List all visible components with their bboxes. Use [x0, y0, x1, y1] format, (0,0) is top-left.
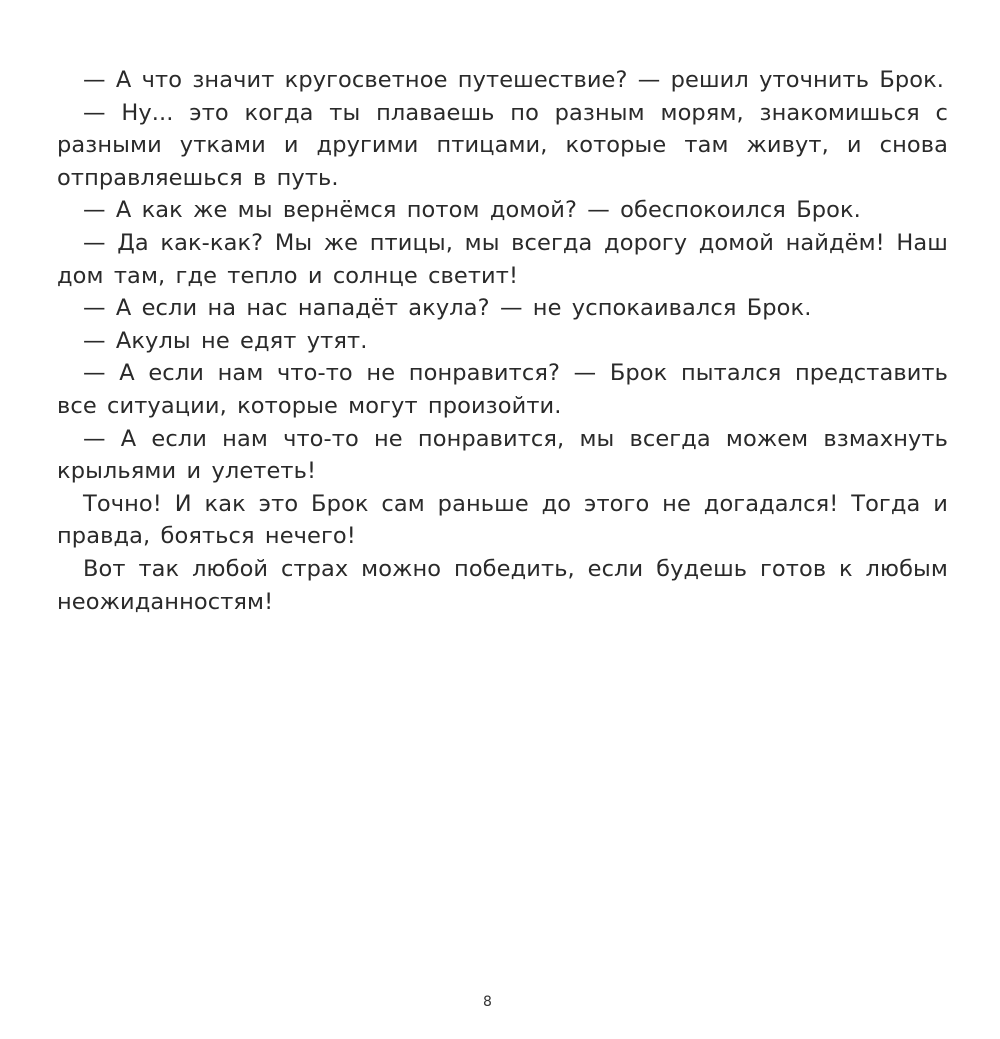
- paragraph: Точно! И как это Брок сам раньше до этого не догадался! Тогда и правда, бояться нечего!: [57, 490, 948, 550]
- paragraph: — А если на нас нападёт акула? — не успокаивался Брок.: [83, 295, 812, 322]
- page-number: 8: [483, 994, 492, 1010]
- paragraph: — Да как-как? Мы же птицы, мы всегда дорогу домой найдём! Наш дом там, где тепло и солнце светит!: [57, 229, 948, 289]
- paragraph: — А если нам что-то не понравится, мы всегда можем взмахнуть крыльями и улететь!: [57, 425, 948, 485]
- paragraph: — А если нам что-то не понравится? — Брок пытался представить все ситуации, которые могут произойти.: [57, 360, 948, 419]
- paragraph: Вот так любой страх можно победить, если будешь готов к любым неожиданностям!: [57, 555, 948, 615]
- paragraph: — Акулы не едят утят.: [83, 327, 368, 354]
- story-text: [57, 64, 948, 618]
- paragraph: — А как же мы вернёмся потом домой? — обеспокоился Брок.: [83, 197, 861, 224]
- paragraph: — Ну... это когда ты плаваешь по разным морям, знакомишься с разными утками и другими птицами, которые там живут, и снова отправляешься в путь.: [57, 99, 948, 191]
- paragraph: — А что значит кругосветное путешествие? — решил уточнить Брок.: [83, 67, 945, 93]
